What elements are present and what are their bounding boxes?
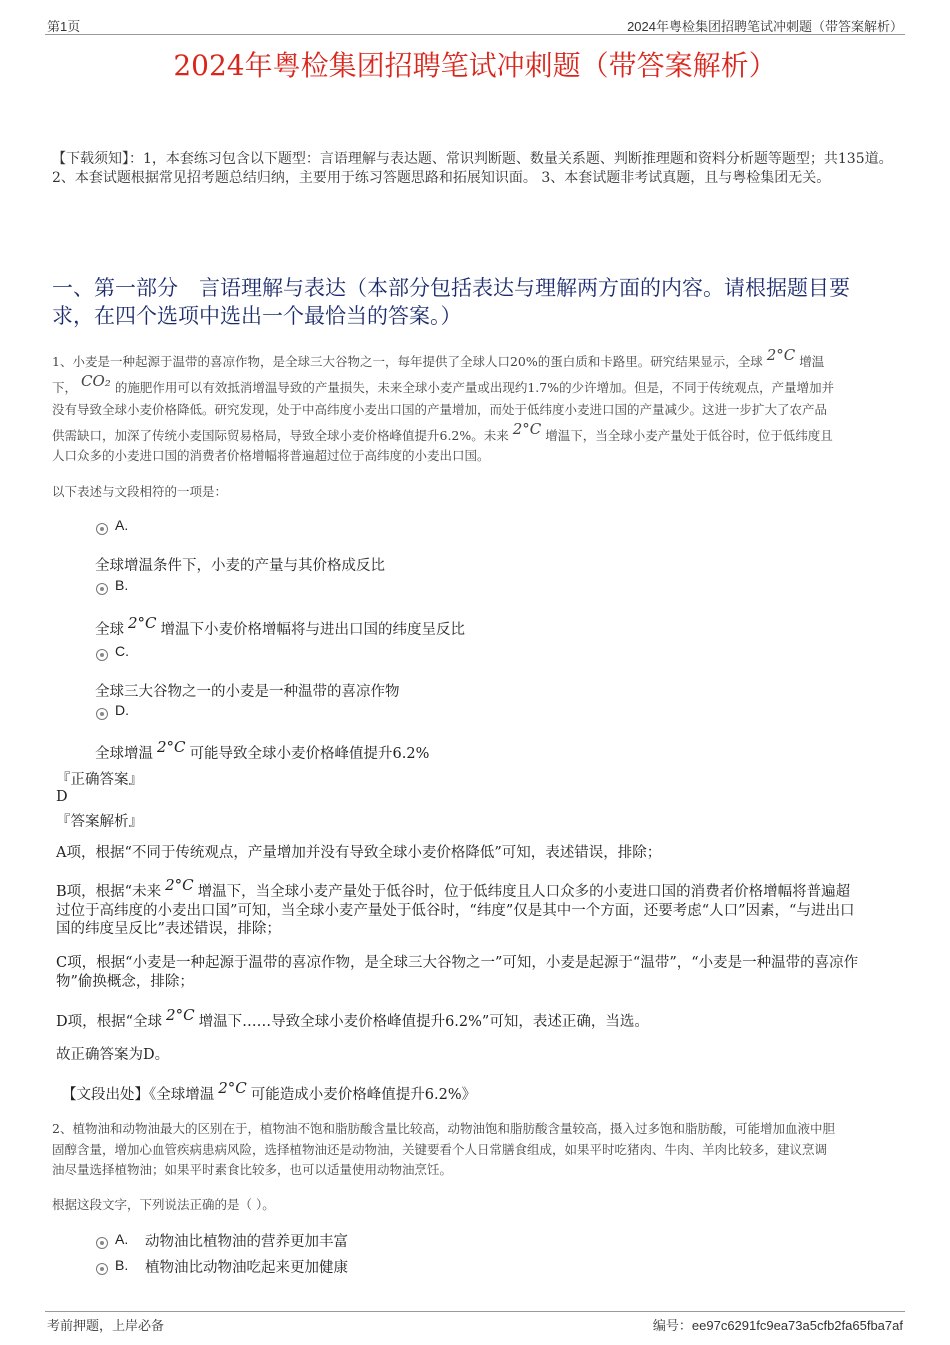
- q1-prompt: 以下表述与文段相符的一项是：: [52, 484, 228, 499]
- q2-line-3: 油尽量选择植物油；如果平时素食比较多，也可以适量使用动物油烹饪。: [52, 1162, 453, 1177]
- download-notice: 【下载须知】：1，本套练习包含以下题型：言语理解与表达题、常识判断题、数量关系题、判断推理题和资料分析题等题型；共135道。 2、本套试题根据常见招考题总结归纳，主要用于练习答题思路和拓展知识面。 3、本套试题非考试真题，且与粤检集团无关。: [52, 151, 893, 186]
- option-text: 全球 2°C 增温下小麦价格增幅将与进出口国的纬度呈反比: [95, 614, 466, 638]
- q2-line-1: 2、植物油和动物油最大的区别在于，植物油不饱和脂肪酸含量比较高，动物油饱和脂肪酸含量较高，摄入过多饱和脂肪酸，可能增加血液中胆: [52, 1121, 835, 1136]
- radio-button[interactable]: [96, 708, 108, 720]
- analysis-label: 『答案解析』: [56, 814, 143, 830]
- temp-formula: 2°C: [218, 1079, 247, 1097]
- radio-button[interactable]: [96, 1237, 108, 1249]
- page-title: 2024年粤检集团招聘笔试冲刺题（带答案解析）: [173, 49, 777, 82]
- option-letter: D.: [115, 702, 129, 718]
- footer-slogan: 考前押题，上岸必备: [47, 1319, 165, 1334]
- explanation-d: D项，根据“全球 2°C 增温下……导致全球小麦价格峰值提升6.2%”可知，表述正确，当选。: [56, 1006, 649, 1030]
- temp-formula: 2°C: [165, 876, 194, 894]
- option-letter: A.: [115, 517, 129, 533]
- option-text: 全球增温条件下，小麦的产量与其价格成反比: [95, 558, 385, 574]
- explanation-b-line-2: 过位于高纬度的小麦出口国”可知，当全球小麦产量处于低谷时，“纬度”仅是其中一个方面，还要考虑“人口”因素，“与进出口: [56, 903, 855, 919]
- header-divider: [45, 34, 905, 35]
- radio-button[interactable]: [96, 583, 108, 595]
- conclusion: 故正确答案为D。: [56, 1047, 170, 1063]
- explanation-c-line-1: C项，根据“小麦是一种起源于温带的喜凉作物，是全球三大谷物之一”可知，小麦是起源于“温带”，“小麦是一种温带的喜凉作: [56, 955, 859, 971]
- correct-answer: D: [56, 789, 68, 805]
- footer-code: 编号：ee97c6291fc9ea73a5cfb2fa65fba7af: [652, 1318, 903, 1334]
- explanation-c-line-2: 物”偷换概念，排除；: [56, 974, 194, 990]
- q1-line-2: 下， CO₂ 的施肥作用可以有效抵消增温导致的产量损失，未来全球小麦产量或出现约1.7%的少许增加。但是，不同于传统观点，产量增加并: [52, 372, 835, 395]
- header-page-number: 第1页: [47, 19, 81, 34]
- answer-label: 『正确答案』: [56, 772, 143, 788]
- temp-formula: 2°C: [128, 614, 157, 632]
- radio-button[interactable]: [96, 1263, 108, 1275]
- q2-prompt: 根据这段文字，下列说法正确的是（ ）。: [52, 1197, 275, 1212]
- temp-formula: 2°C: [157, 738, 186, 756]
- q1-line-3: 没有导致全球小麦价格降低。研究发现，处于中高纬度小麦出口国的产量增加，而处于低纬度小麦进口国的产量减少。这进一步扩大了农产品: [52, 402, 828, 417]
- option-text: 全球三大谷物之一的小麦是一种温带的喜凉作物: [95, 684, 400, 700]
- explanation-a: A项，根据“不同于传统观点，产量增加并没有导致全球小麦价格降低”可知，表述错误，排除；: [56, 845, 662, 861]
- q1-line-1: 1、小麦是一种起源于温带的喜凉作物，是全球三大谷物之一，每年提供了全球人口20%的蛋白质和卡路里。研究结果显示，全球 2°C 增温: [52, 346, 825, 369]
- option-text: 植物油比动物油吃起来更加健康: [145, 1260, 348, 1276]
- option-letter: C.: [115, 643, 129, 659]
- option-text: 全球增温 2°C 可能导致全球小麦价格峰值提升6.2%: [95, 738, 430, 762]
- explanation-b-line-3: 国的纬度呈反比”表述错误，排除；: [56, 921, 281, 937]
- co2-formula: CO₂: [81, 372, 111, 390]
- temp-formula: 2°C: [512, 420, 542, 438]
- option-text: 动物油比植物油的营养更加丰富: [145, 1234, 348, 1250]
- option-letter: A.: [115, 1231, 129, 1247]
- temp-formula: 2°C: [766, 346, 796, 364]
- q2-line-2: 固醇含量，增加心血管疾病患病风险，选择植物油还是动物油，关键要看个人日常膳食组成，如果平时吃猪肉、牛肉、羊肉比较多，建议烹调: [52, 1142, 828, 1157]
- radio-button[interactable]: [96, 649, 108, 661]
- option-letter: B.: [115, 577, 129, 593]
- header-doc-title: 2024年粤检集团招聘笔试冲刺题（带答案解析）: [627, 19, 903, 34]
- explanation-b-line-1: B项，根据“未来 2°C 增温下，当全球小麦产量处于低谷时，位于低纬度且人口众多的小麦进口国的消费者价格增幅将普遍超: [56, 876, 851, 900]
- q1-line-4: 供需缺口，加深了传统小麦国际贸易格局，导致全球小麦价格峰值提升6.2%。未来 2°C 增温下，当全球小麦产量处于低谷时，位于低纬度且: [52, 420, 833, 443]
- section-title: 一、第一部分 言语理解与表达（本部分包括表达与理解两方面的内容。请根据题目要求，在四个选项中选出一个最恰当的答案。）: [52, 276, 850, 328]
- q1-line-5: 人口众多的小麦进口国的消费者价格增幅将普遍超过位于高纬度的小麦出口国。: [52, 448, 490, 463]
- footer-divider: [45, 1311, 905, 1312]
- temp-formula: 2°C: [166, 1006, 195, 1024]
- option-letter: B.: [115, 1257, 129, 1273]
- radio-button[interactable]: [96, 523, 108, 535]
- passage-source: 【文段出处】《全球增温 2°C 可能造成小麦价格峰值提升6.2%》: [62, 1079, 477, 1103]
